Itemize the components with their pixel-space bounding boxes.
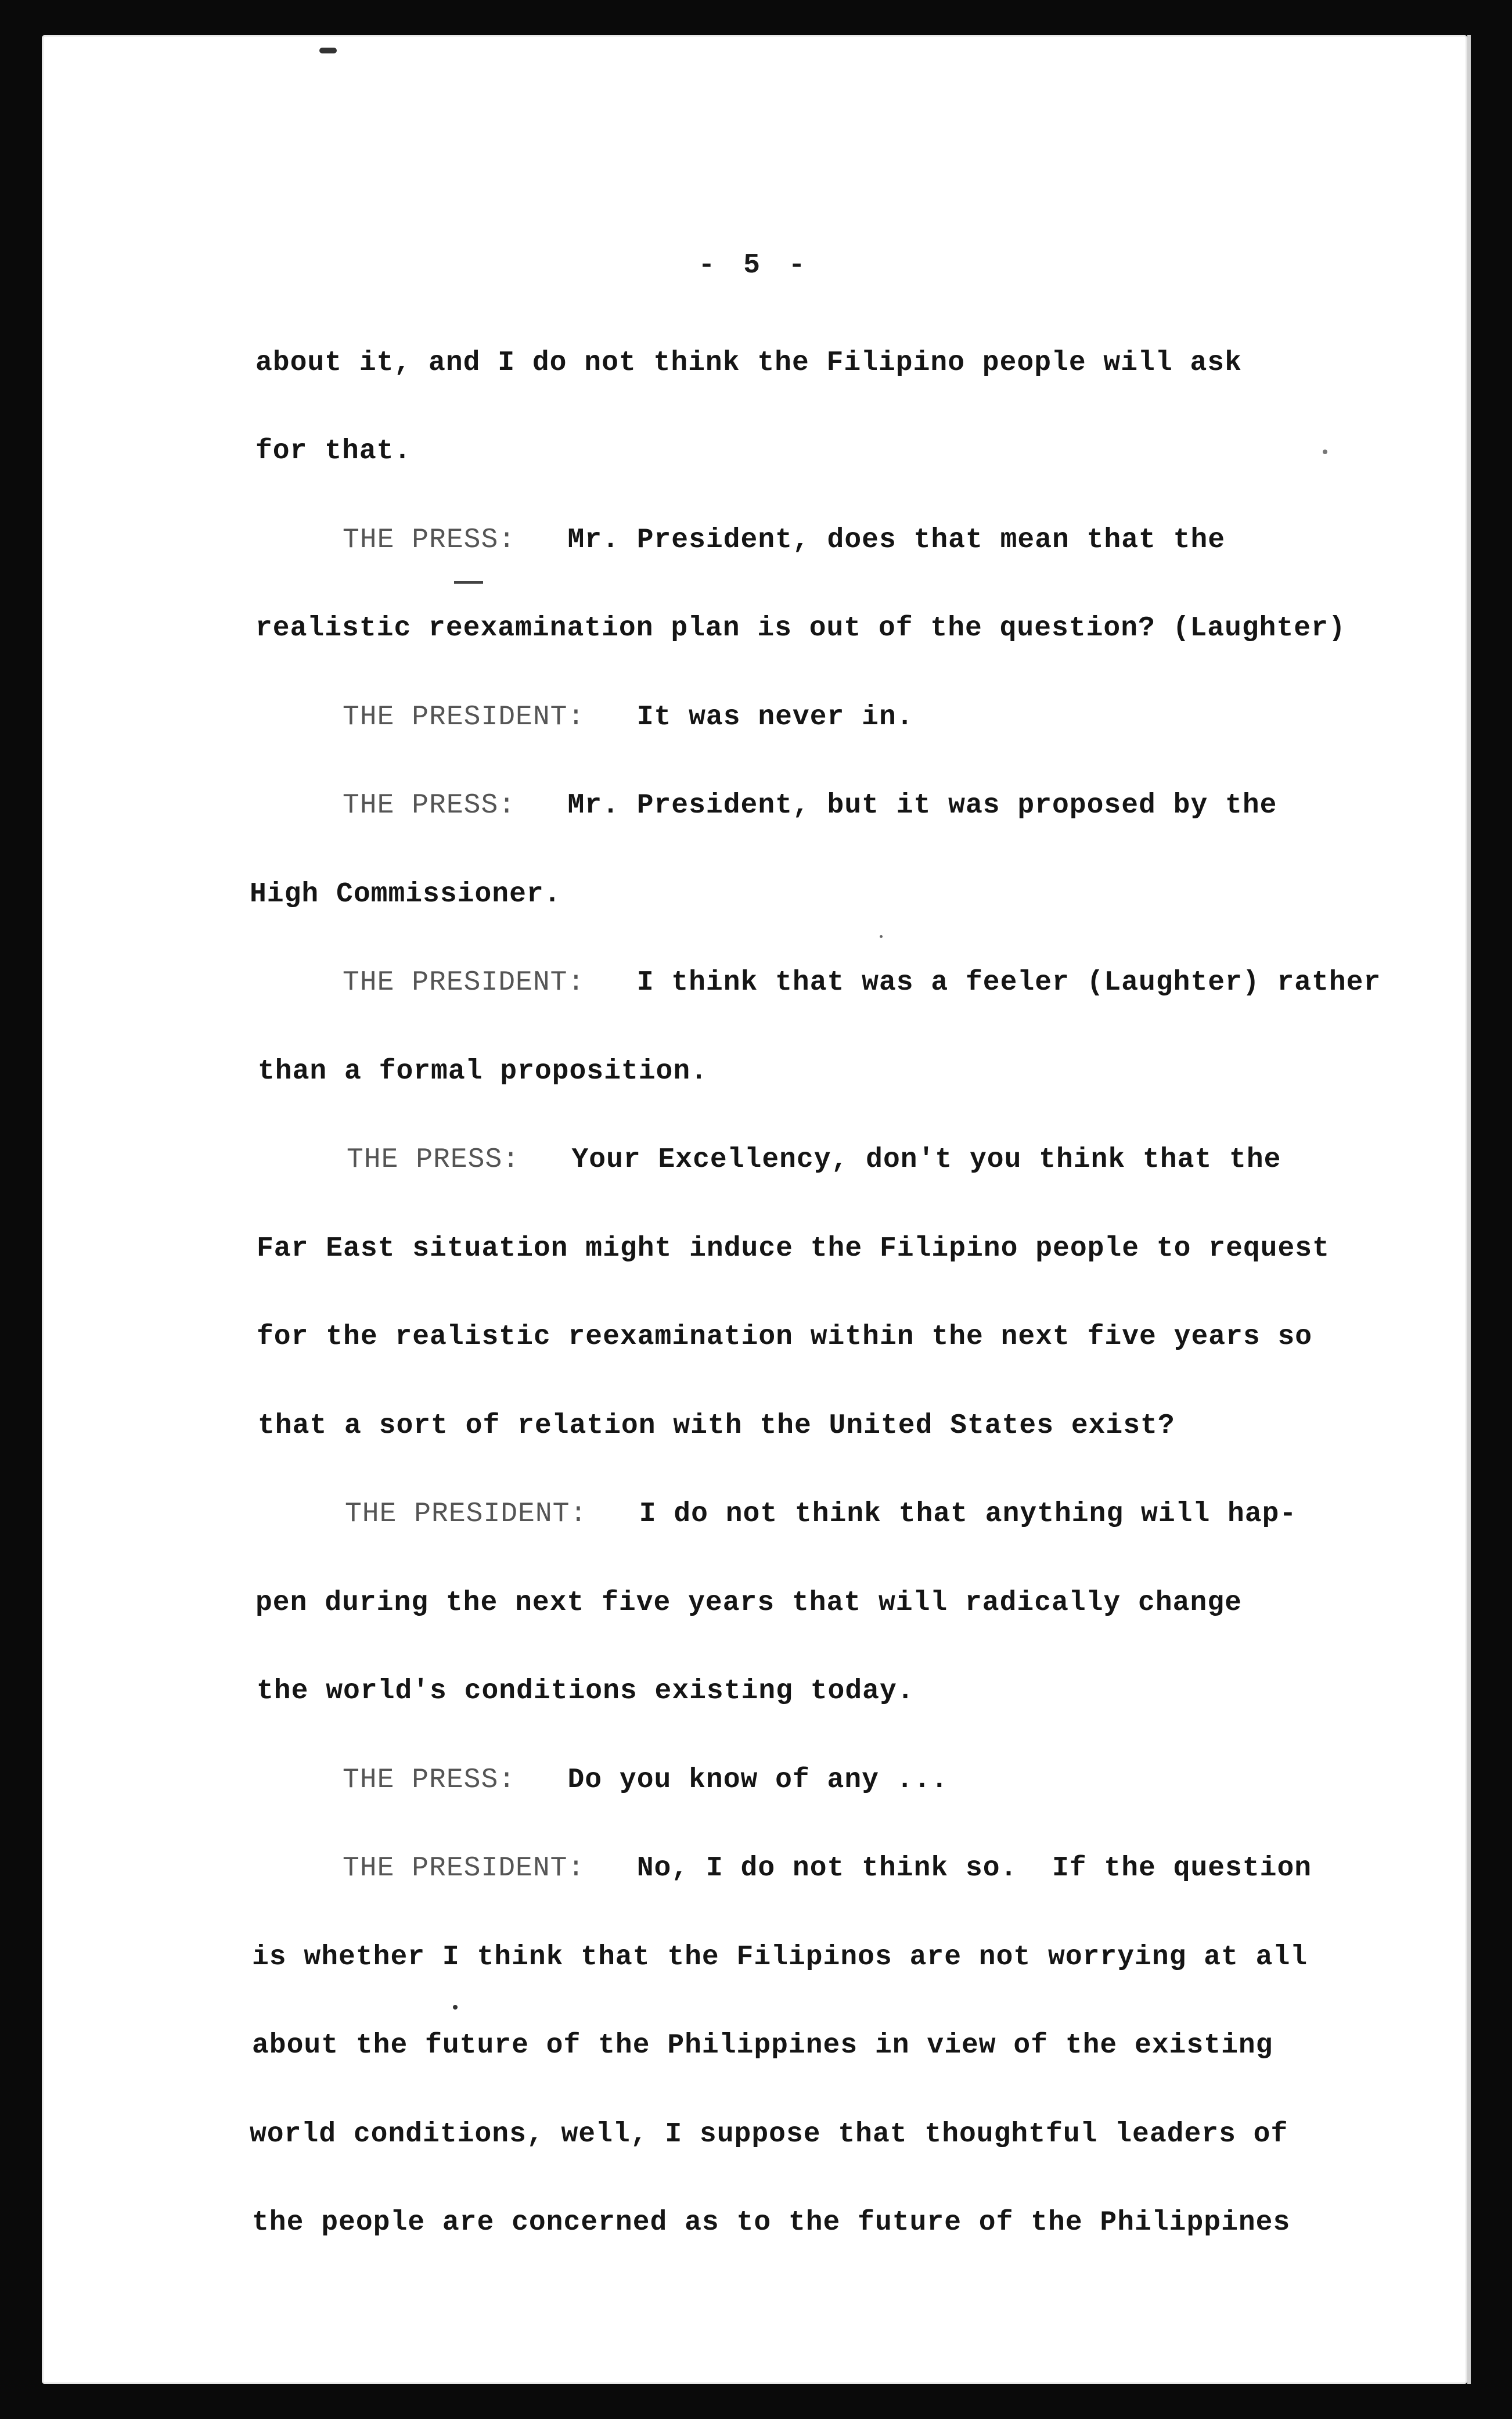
page-number: - 5 -: [698, 250, 811, 281]
text-line: [257, 1233, 1330, 1264]
line-text: Your Excellency, don't you think that the: [571, 1144, 1281, 1176]
line-text: Mr. President, but it was proposed by the: [567, 790, 1277, 821]
speaker-label: THE PRESS:: [347, 1144, 520, 1176]
scan-speck: [1323, 450, 1327, 454]
line-text: Do you know of any ...: [567, 1764, 949, 1796]
text-line: [250, 879, 561, 910]
speaker-label: THE PRESIDENT:: [343, 967, 585, 998]
speaker-label: THE PRESS:: [343, 790, 516, 821]
text-line: [252, 2030, 1273, 2061]
line-text: about the future of the Philippines in view of the existing: [252, 2030, 1273, 2061]
scan-speck: [454, 581, 483, 584]
line-text: realistic reexamination plan is out of the question? (Laughter): [255, 613, 1346, 644]
text-line: [255, 436, 411, 467]
text-line: [343, 790, 1277, 821]
speaker-label: THE PRESIDENT:: [343, 702, 585, 733]
line-text: about it, and I do not think the Filipino people will ask: [255, 347, 1242, 379]
text-line: [252, 1942, 1308, 1973]
paper-edge: [1467, 35, 1471, 2384]
text-line: [343, 524, 1225, 556]
text-line: [258, 1056, 708, 1087]
document-page: [42, 35, 1467, 2384]
line-text: for the realistic reexamination within the next five years so: [257, 1321, 1313, 1353]
line-text: is whether I think that the Filipinos are not worrying at all: [252, 1942, 1308, 1973]
text-line: [255, 1587, 1242, 1619]
line-text: the world's conditions existing today.: [257, 1676, 915, 1707]
line-text: I do not think that anything will hap-: [639, 1498, 1297, 1530]
line-text: that a sort of relation with the United States exist?: [258, 1410, 1175, 1442]
line-text: world conditions, well, I suppose that thoughtful leaders of: [250, 2119, 1288, 2150]
line-text: I think that was a feeler (Laughter) rather: [636, 967, 1381, 998]
line-text: Far East situation might induce the Filipino people to request: [257, 1233, 1330, 1264]
line-text: for that.: [255, 436, 412, 467]
scan-speck: [319, 48, 337, 53]
text-line: [258, 1410, 1175, 1442]
scan-speck: [880, 935, 883, 938]
text-line: [257, 1321, 1312, 1353]
speaker-label: THE PRESIDENT:: [343, 1853, 585, 1884]
text-line: [343, 702, 914, 733]
text-line: [255, 347, 1242, 379]
line-text: No, I do not think so. If the question: [636, 1853, 1312, 1884]
text-line: [250, 2119, 1288, 2150]
text-line: [257, 1676, 915, 1707]
text-line: [255, 613, 1346, 644]
speaker-label: THE PRESS:: [343, 524, 516, 556]
text-line: [343, 1764, 948, 1796]
line-text: pen during the next five years that will radically change: [255, 1587, 1242, 1619]
line-text: than a formal proposition.: [258, 1056, 708, 1087]
text-line: [343, 1853, 1312, 1884]
text-line: [345, 1498, 1297, 1530]
scan-speck: [453, 2005, 458, 2010]
line-text: the people are concerned as to the future of the Philippines: [252, 2207, 1291, 2238]
line-text: Mr. President, does that mean that the: [567, 524, 1226, 556]
speaker-label: THE PRESIDENT:: [345, 1498, 588, 1530]
speaker-label: THE PRESS:: [343, 1764, 516, 1796]
text-line: [252, 2207, 1290, 2238]
text-line: [343, 967, 1381, 998]
line-text: High Commissioner.: [250, 879, 561, 910]
line-text: It was never in.: [636, 702, 914, 733]
text-line: [347, 1144, 1281, 1176]
